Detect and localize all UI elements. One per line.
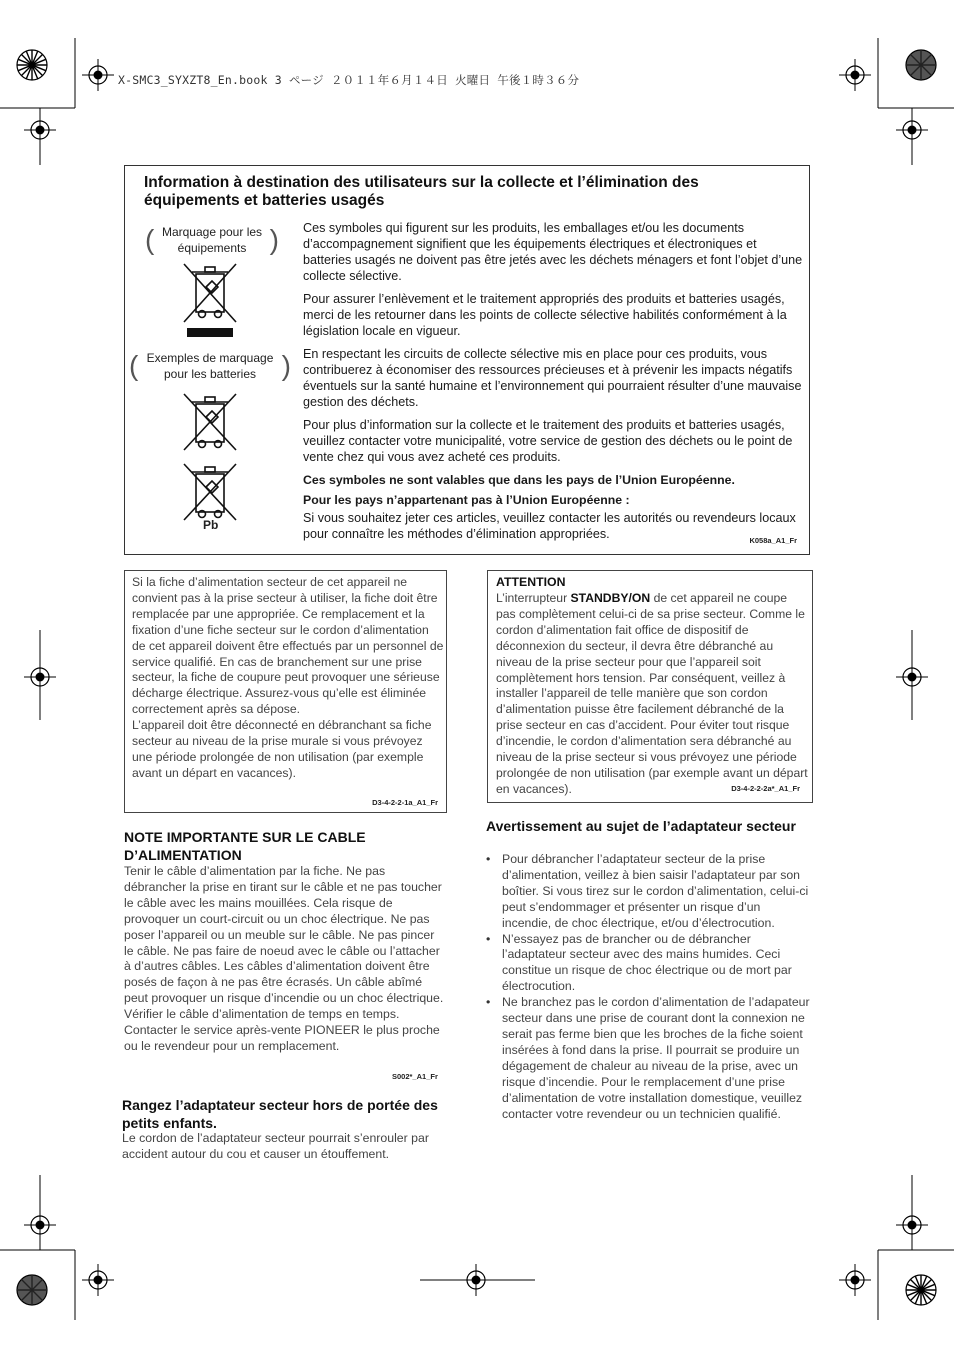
- list-item: • Ne branchez pas le cordon d’alimentation de l’adapateur secteur dans une prise de courant dont la connexion ne serait pas ferme bien que les broches de la fiche soient insérées à fond dans la prise. Il pourrait se produire un dégagement de chaleur au niveau de la prise, avec un risque d’incendie. Pour le remplacement d’une prise d’alimentation de votre installation domestique, veuillez contacter votre revendeur ou un technicien qualifié.: [486, 995, 813, 1122]
- plug-ref-code: D3-4-2-2-1a_A1_Fr: [372, 798, 438, 807]
- weee-title: Information à destination des utilisateurs sur la collecte et l’élimination des équipements et batteries usagés: [144, 174, 699, 209]
- weee-non-eu-text: Si vous souhaitez jeter ces articles, veuillez contacter les autorités ou revendeurs locaux pour connaître les méthodes d’élimination appropriées.: [303, 511, 796, 541]
- crossed-bin-battery-pb-icon: [180, 462, 240, 522]
- plug-paragraph-2: L’appareil doit être déconnecté en débranchant sa fiche secteur au niveau de la prise murale si vous prévoyez une période prolongée de non utilisation (par exemple avant un départ en vacances).: [132, 718, 432, 780]
- battery-marking-label: ( Exemples de marquage pour les batteries ): [139, 350, 281, 382]
- standby-on-label: STANDBY/ON: [570, 591, 651, 605]
- equipment-marking-label: ( Marquage pour les équipements ): [155, 224, 269, 256]
- crossed-bin-equipment-icon: [180, 262, 240, 338]
- weee-ref-code: K058a_A1_Fr: [749, 536, 797, 545]
- cable-note-body: [124, 864, 446, 1055]
- weee-body: [303, 220, 803, 542]
- cable-note-heading: NOTE IMPORTANTE SUR LE CABLE D’ALIMENTATION: [124, 829, 366, 863]
- weee-paragraph-4: Pour plus d’information sur la collecte et le traitement des produits et batteries usagés, veuillez contacter votre municipalité, votre service de gestion des déchets ou le point de vente chez qui vous avez acheté ces produits.: [303, 418, 793, 464]
- weee-non-eu-heading: Pour les pays n’appartenant pas à l’Union Européenne :: [303, 493, 630, 507]
- children-heading: Rangez l’adaptateur secteur hors de portée des petits enfants.: [122, 1097, 438, 1131]
- crossed-bin-battery-icon: [180, 392, 240, 452]
- weee-eu-only-note: Ces symboles ne sont valables que dans les pays de l’Union Européenne.: [303, 473, 735, 487]
- weee-paragraph-2: Pour assurer l’enlèvement et le traitement appropriés des produits et batteries usagés, merci de les retourner dans les points de collecte sélective habilités conformément à la législation locale en vigueur.: [303, 292, 787, 338]
- attention-title: ATTENTION: [496, 575, 566, 589]
- list-item: • Pour débrancher l’adaptateur secteur de la prise d’alimentation, veillez à bien saisir l’adaptateur par son boîtier. Si vous tirez sur le cordon d’alimentation, celui-ci peut s’endommager et présenter un risque d’un incendie, de choc électrique, et/ou d’électrocution.: [486, 852, 813, 932]
- book-header-line: X-SMC3_SYXZT8_En.book 3 ページ ２０１１年６月１４日 火曜日 午後１時３６分: [118, 73, 580, 87]
- attention-ref-code: D3-4-2-2-2a*_A1_Fr: [731, 784, 800, 793]
- plug-paragraph-1: Si la fiche d’alimentation secteur de cet appareil ne convient pas à la prise secteur à utiliser, la fiche doit être remplacée par une appropriée. Ce remplacement et la fixation d’une fiche secteur sur le cordon d’alimentation de cet appareil doivent être effectués par un personnel de service qualifié. En cas de branchement sur une prise secteur, la fiche de coupure peut provoquer une sérieuse décharge électrique. Assurez-vous qu’elle est éliminée correctement après sa dépose.: [132, 575, 444, 717]
- adapter-warning-body: [486, 852, 813, 1122]
- attention-text-start: L’interrupteur: [496, 591, 571, 605]
- weee-paragraph-1: Ces symboles qui figurent sur les produits, les emballages et/ou les documents d’accompagnement signifient que les équipements électriques et électroniques et batteries usagés ne doivent pas être jetés avec les déchets ménagers et font l’objet d’une collecte sélective.: [303, 221, 803, 283]
- attention-text-rest: de cet appareil ne coupe pas complètement celui-ci de sa prise secteur. Comme le cordon d’alimentation fait office de dispositif de déconnexion du secteur, il devra être débranché au niveau de la prise secteur pour que l’appareil soit complètement hors tension. Par conséquent, veillez à installer l’appareil de telle manière que son cordon d’alimentation puisse être facilement débranché de la prise secteur en cas d’accident. Pour éviter tout risque d’incendie, le cordon d’alimentation sera débranché au niveau de la prise secteur si vous prévoyez une période prolongée de non utilisation (par exemple avant un départ en vacances).: [496, 591, 808, 796]
- plug-replacement-box: [124, 570, 447, 813]
- adapter-warning-list: [486, 852, 813, 1122]
- list-item: • N’essayez pas de brancher ou de débrancher l’adaptateur secteur avec des mains humides. Ceci constitue un risque de choc électrique ou de mort par électrocution.: [486, 932, 813, 996]
- adapter-warning-heading: Avertissement au sujet de l’adaptateur secteur: [486, 818, 796, 834]
- attention-box: [487, 570, 813, 803]
- cable-note-text: Tenir le câble d’alimentation par la fiche. Ne pas débrancher la prise en tirant sur le câble et ne pas toucher le câble avec les mains mouillées. Cela risque de provoquer un court-circuit ou un choc électrique. Ne pas poser l’appareil ou un meuble sur le câble. Ne pas pincer le câble. Ne pas faire de noeud avec le câble ou l’attacher à d’autres câbles. Les câbles d’alimentation doivent être posés de façon à ne pas être écrasés. Un câble abîmé peut provoquer un risque d’incendie ou un choc électrique. Vérifier le câble d’alimentation de temps en temps. Contacter le service après-vente PIONEER le plus proche ou le revendeur pour un remplacement.: [124, 864, 444, 1053]
- pb-label: Pb: [203, 518, 219, 532]
- children-text: Le cordon de l’adaptateur secteur pourrait s’enrouler par accident autour du cou et causer un étouffement.: [122, 1131, 429, 1161]
- weee-paragraph-3: En respectant les circuits de collecte sélective mis en place pour ces produits, vous contribuerez à économiser des ressources précieuses et à prévenir les impacts négatifs éventuels sur la santé humaine et l’environnement qui pourraient résulter d’une mauvaise gestion des déchets.: [303, 347, 802, 409]
- weee-info-box: [124, 165, 810, 555]
- children-body: [122, 1131, 444, 1163]
- cable-ref-code: S002*_A1_Fr: [392, 1072, 438, 1081]
